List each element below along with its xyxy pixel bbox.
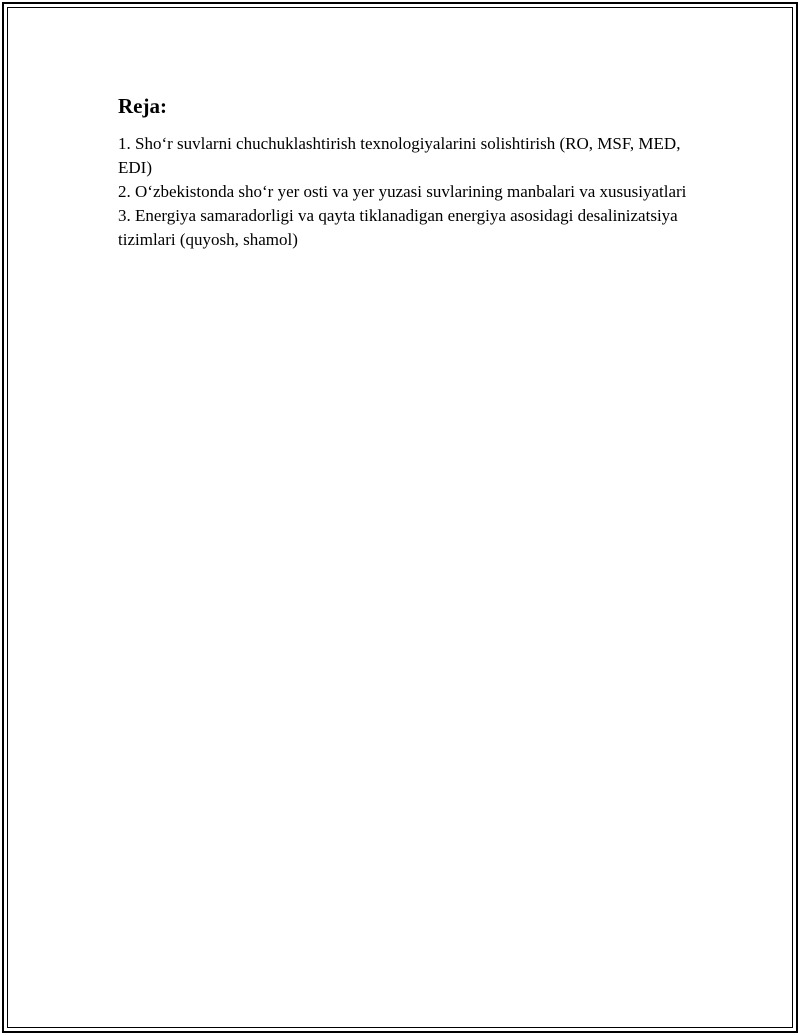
- plan-heading: Reja:: [118, 94, 167, 118]
- plan-item-3: 3. Energiya samaradorligi va qayta tiklanadigan energiya asosidagi desalinizatsiya tizimlari (quyosh, shamol): [118, 206, 678, 249]
- plan-item-1: 1. Sho‘r suvlarni chuchuklashtirish texnologiyalarini solishtirish (RO, MSF, MED, EDI): [118, 134, 681, 177]
- plan-item-2: 2. O‘zbekistonda sho‘r yer osti va yer yuzasi suvlarining manbalari va xususiyatlari: [118, 182, 687, 201]
- plan-list: [118, 132, 693, 252]
- document-content: [118, 93, 693, 252]
